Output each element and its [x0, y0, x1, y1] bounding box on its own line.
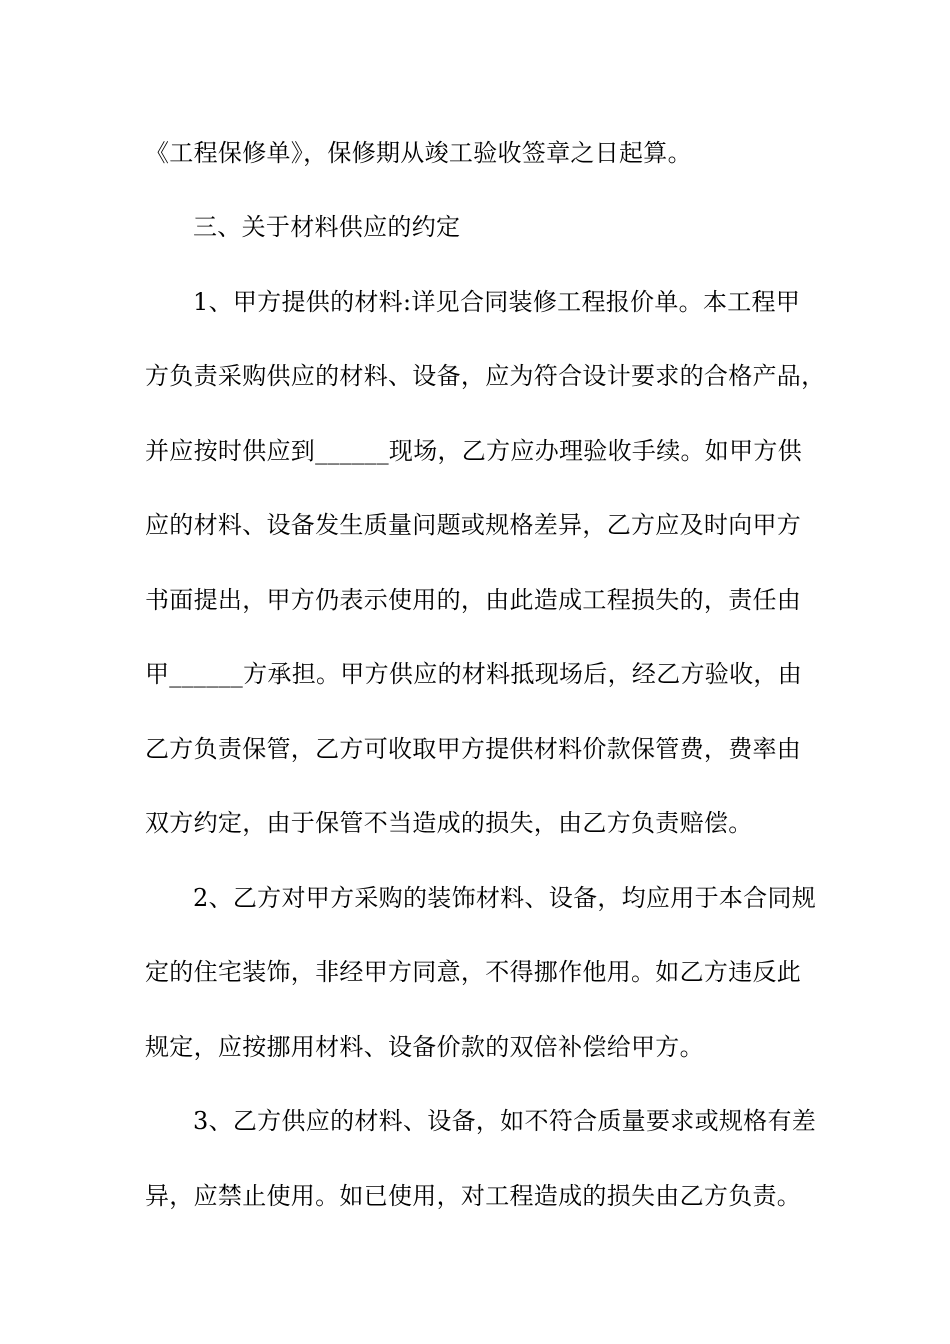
- clause-2-line-1: 2、乙方对甲方采购的装饰材料、设备，均应用于本合同规: [193, 884, 817, 912]
- clause-2-line-3: 规定，应按挪用材料、设备价款的双倍补偿给甲方。: [145, 1033, 704, 1061]
- clause-1-line-4: 应的材料、设备发生质量问题或规格差异，乙方应及时向甲方: [145, 511, 802, 539]
- clause-1-line-8: 双方约定，由于保管不当造成的损失，由乙方负责赔偿。: [145, 809, 753, 837]
- clause-1-line-1: 1、甲方提供的材料:详见合同装修工程报价单。本工程甲: [193, 288, 801, 316]
- clause-2-line-2: 定的住宅装饰，非经甲方同意，不得挪作他用。如乙方违反此: [145, 958, 802, 986]
- clause-1-line-5: 书面提出，甲方仍表示使用的，由此造成工程损失的，责任由: [145, 586, 802, 614]
- clause-1-line-7: 乙方负责保管，乙方可收取甲方提供材料价款保管费，费率由: [145, 735, 802, 763]
- clause-3-line-1: 3、乙方供应的材料、设备，如不符合质量要求或规格有差: [193, 1107, 817, 1135]
- clause-1-line-2: 方负责采购供应的材料、设备，应为符合设计要求的合格产品，: [145, 362, 826, 390]
- clause-1-line-3: 并应按时供应到______现场，乙方应办理验收手续。如甲方供: [145, 437, 802, 465]
- clause-3-line-2: 异，应禁止使用。如已使用，对工程造成的损失由乙方负责。: [145, 1182, 802, 1210]
- clause-1-line-6: 甲______方承担。甲方供应的材料抵现场后，经乙方验收，由: [145, 660, 802, 688]
- text-line-warranty-start: 《工程保修单》，保修期从竣工验收签章之日起算。: [145, 139, 692, 167]
- section-heading-materials: 三、关于材料供应的约定: [193, 213, 461, 241]
